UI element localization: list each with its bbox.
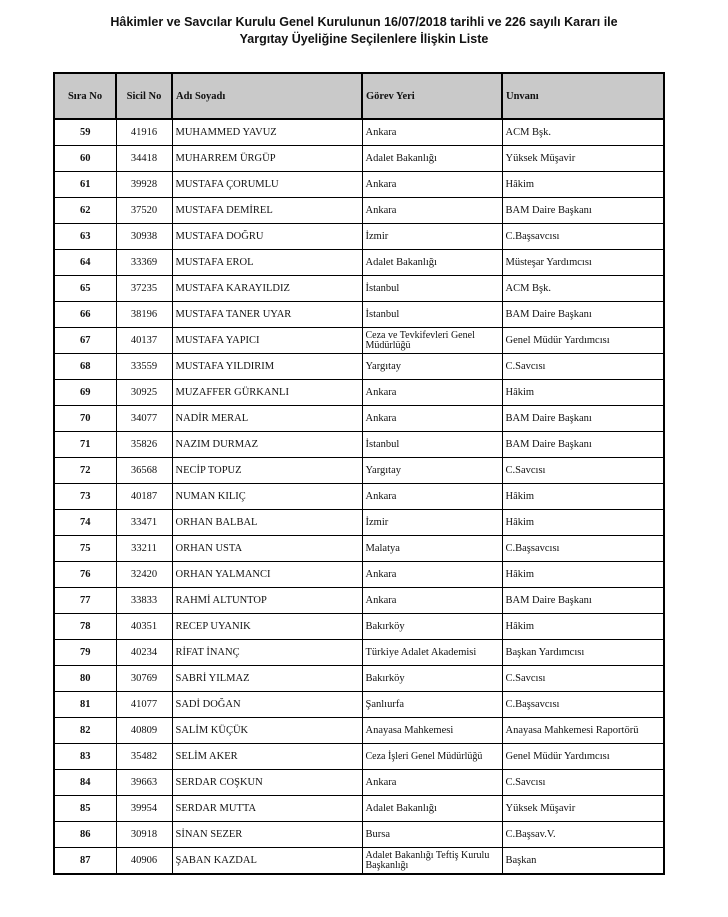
cell-adi-soyadi: NAZIM DURMAZ bbox=[172, 432, 362, 458]
cell-sira-no: 66 bbox=[54, 302, 116, 328]
table-row bbox=[54, 744, 664, 770]
cell-sira-no: 68 bbox=[54, 354, 116, 380]
table-row bbox=[54, 510, 664, 536]
cell-sira-no: 77 bbox=[54, 588, 116, 614]
cell-sicil-no: 39954 bbox=[116, 796, 172, 822]
cell-adi-soyadi: MUSTAFA ÇORUMLU bbox=[172, 172, 362, 198]
cell-gorev-yeri: Şanlıurfa bbox=[362, 692, 502, 718]
table-row bbox=[54, 822, 664, 848]
title-line-2: Yargıtay Üyeliğine Seçilenlere İlişkin Liste bbox=[239, 32, 489, 46]
cell-sicil-no: 30769 bbox=[116, 666, 172, 692]
cell-unvani: C.Savcısı bbox=[502, 354, 664, 380]
cell-gorev-yeri: İstanbul bbox=[362, 432, 502, 458]
cell-unvani: Yüksek Müşavir bbox=[502, 796, 664, 822]
cell-sira-no: 87 bbox=[54, 848, 116, 875]
cell-sira-no: 67 bbox=[54, 328, 116, 354]
cell-gorev-yeri: Ceza ve Tevkifevleri Genel Müdürlüğü bbox=[362, 328, 502, 354]
cell-unvani: Müsteşar Yardımcısı bbox=[502, 250, 664, 276]
cell-gorev-yeri: Türkiye Adalet Akademisi bbox=[362, 640, 502, 666]
cell-sira-no: 76 bbox=[54, 562, 116, 588]
cell-unvani: Hâkim bbox=[502, 562, 664, 588]
cell-sicil-no: 40351 bbox=[116, 614, 172, 640]
cell-sicil-no: 40137 bbox=[116, 328, 172, 354]
cell-gorev-yeri: Adalet Bakanlığı Teftiş Kurulu Başkanlığı bbox=[362, 848, 502, 875]
table-row bbox=[54, 458, 664, 484]
cell-sicil-no: 33211 bbox=[116, 536, 172, 562]
cell-adi-soyadi: MUSTAFA YAPICI bbox=[172, 328, 362, 354]
cell-gorev-yeri: Adalet Bakanlığı bbox=[362, 796, 502, 822]
cell-gorev-yeri: Ankara bbox=[362, 588, 502, 614]
cell-gorev-yeri: İstanbul bbox=[362, 276, 502, 302]
cell-sira-no: 72 bbox=[54, 458, 116, 484]
table-row bbox=[54, 328, 664, 354]
cell-sicil-no: 40187 bbox=[116, 484, 172, 510]
table-row bbox=[54, 250, 664, 276]
cell-sira-no: 78 bbox=[54, 614, 116, 640]
table-row bbox=[54, 354, 664, 380]
cell-sicil-no: 30918 bbox=[116, 822, 172, 848]
cell-adi-soyadi: RİFAT İNANÇ bbox=[172, 640, 362, 666]
cell-sira-no: 84 bbox=[54, 770, 116, 796]
cell-unvani: Hâkim bbox=[502, 172, 664, 198]
cell-sira-no: 71 bbox=[54, 432, 116, 458]
cell-unvani: Hâkim bbox=[502, 614, 664, 640]
cell-adi-soyadi: MUHAMMED YAVUZ bbox=[172, 119, 362, 146]
cell-sicil-no: 37235 bbox=[116, 276, 172, 302]
cell-sicil-no: 35482 bbox=[116, 744, 172, 770]
table-row bbox=[54, 718, 664, 744]
cell-adi-soyadi: MUSTAFA KARAYILDIZ bbox=[172, 276, 362, 302]
cell-gorev-yeri: Bakırköy bbox=[362, 666, 502, 692]
cell-gorev-yeri: Ankara bbox=[362, 198, 502, 224]
cell-sira-no: 59 bbox=[54, 119, 116, 146]
cell-sira-no: 82 bbox=[54, 718, 116, 744]
cell-sira-no: 81 bbox=[54, 692, 116, 718]
table-row bbox=[54, 796, 664, 822]
header-adi-soyadi: Adı Soyadı bbox=[172, 73, 362, 119]
table-row bbox=[54, 484, 664, 510]
cell-unvani: Genel Müdür Yardımcısı bbox=[502, 328, 664, 354]
cell-gorev-yeri: Ankara bbox=[362, 406, 502, 432]
table-row bbox=[54, 302, 664, 328]
cell-gorev-yeri: Yargıtay bbox=[362, 354, 502, 380]
cell-gorev-yeri: Ankara bbox=[362, 380, 502, 406]
cell-adi-soyadi: SERDAR COŞKUN bbox=[172, 770, 362, 796]
cell-gorev-yeri: İstanbul bbox=[362, 302, 502, 328]
cell-sicil-no: 41077 bbox=[116, 692, 172, 718]
cell-gorev-yeri: Ankara bbox=[362, 770, 502, 796]
cell-adi-soyadi: ORHAN BALBAL bbox=[172, 510, 362, 536]
header-sira-no: Sıra No bbox=[54, 73, 116, 119]
cell-sicil-no: 32420 bbox=[116, 562, 172, 588]
cell-sicil-no: 39663 bbox=[116, 770, 172, 796]
cell-unvani: C.Savcısı bbox=[502, 666, 664, 692]
cell-sicil-no: 36568 bbox=[116, 458, 172, 484]
cell-adi-soyadi: RAHMİ ALTUNTOP bbox=[172, 588, 362, 614]
cell-adi-soyadi: ORHAN YALMANCI bbox=[172, 562, 362, 588]
table-body bbox=[54, 119, 664, 874]
table-row bbox=[54, 588, 664, 614]
cell-unvani: Başkan bbox=[502, 848, 664, 875]
cell-adi-soyadi: SADİ DOĞAN bbox=[172, 692, 362, 718]
cell-sicil-no: 33559 bbox=[116, 354, 172, 380]
cell-adi-soyadi: RECEP UYANIK bbox=[172, 614, 362, 640]
cell-gorev-yeri: Ankara bbox=[362, 172, 502, 198]
cell-gorev-yeri: Ankara bbox=[362, 484, 502, 510]
cell-sicil-no: 40809 bbox=[116, 718, 172, 744]
cell-unvani: Hâkim bbox=[502, 484, 664, 510]
table-row bbox=[54, 770, 664, 796]
cell-adi-soyadi: SELİM AKER bbox=[172, 744, 362, 770]
cell-unvani: BAM Daire Başkanı bbox=[502, 432, 664, 458]
cell-sira-no: 64 bbox=[54, 250, 116, 276]
table-row bbox=[54, 224, 664, 250]
title-line-1: Hâkimler ve Savcılar Kurulu Genel Kurulunun 16/07/2018 tarihli ve 226 sayılı Kararı ile bbox=[110, 15, 618, 29]
cell-unvani: Başkan Yardımcısı bbox=[502, 640, 664, 666]
cell-unvani: C.Savcısı bbox=[502, 770, 664, 796]
cell-adi-soyadi: NUMAN KILIÇ bbox=[172, 484, 362, 510]
cell-sicil-no: 34077 bbox=[116, 406, 172, 432]
cell-gorev-yeri: Bakırköy bbox=[362, 614, 502, 640]
table-row bbox=[54, 172, 664, 198]
cell-sira-no: 60 bbox=[54, 146, 116, 172]
cell-adi-soyadi: MUZAFFER GÜRKANLI bbox=[172, 380, 362, 406]
cell-adi-soyadi: MUSTAFA YILDIRIM bbox=[172, 354, 362, 380]
cell-unvani: Anayasa Mahkemesi Raportörü bbox=[502, 718, 664, 744]
cell-sicil-no: 41916 bbox=[116, 119, 172, 146]
cell-unvani: C.Başsav.V. bbox=[502, 822, 664, 848]
cell-gorev-yeri: İzmir bbox=[362, 224, 502, 250]
cell-sira-no: 74 bbox=[54, 510, 116, 536]
cell-unvani: C.Başsavcısı bbox=[502, 224, 664, 250]
document-title bbox=[0, 14, 728, 48]
table-row bbox=[54, 198, 664, 224]
cell-sicil-no: 40906 bbox=[116, 848, 172, 875]
header-unvani: Unvanı bbox=[502, 73, 664, 119]
cell-unvani: BAM Daire Başkanı bbox=[502, 198, 664, 224]
cell-sira-no: 61 bbox=[54, 172, 116, 198]
cell-gorev-yeri: Bursa bbox=[362, 822, 502, 848]
cell-adi-soyadi: SABRİ YILMAZ bbox=[172, 666, 362, 692]
cell-unvani: Yüksek Müşavir bbox=[502, 146, 664, 172]
cell-unvani: Genel Müdür Yardımcısı bbox=[502, 744, 664, 770]
cell-unvani: C.Başsavcısı bbox=[502, 536, 664, 562]
cell-adi-soyadi: MUHARREM ÜRGÜP bbox=[172, 146, 362, 172]
table-row bbox=[54, 380, 664, 406]
cell-unvani: Hâkim bbox=[502, 510, 664, 536]
cell-sira-no: 63 bbox=[54, 224, 116, 250]
cell-sira-no: 80 bbox=[54, 666, 116, 692]
cell-gorev-yeri: Anayasa Mahkemesi bbox=[362, 718, 502, 744]
cell-sira-no: 62 bbox=[54, 198, 116, 224]
cell-sicil-no: 33369 bbox=[116, 250, 172, 276]
cell-adi-soyadi: NECİP TOPUZ bbox=[172, 458, 362, 484]
table-row bbox=[54, 406, 664, 432]
cell-gorev-yeri: Malatya bbox=[362, 536, 502, 562]
cell-sira-no: 73 bbox=[54, 484, 116, 510]
cell-adi-soyadi: MUSTAFA DOĞRU bbox=[172, 224, 362, 250]
cell-unvani: C.Başsavcısı bbox=[502, 692, 664, 718]
cell-sicil-no: 37520 bbox=[116, 198, 172, 224]
cell-adi-soyadi: SİNAN SEZER bbox=[172, 822, 362, 848]
cell-gorev-yeri: Yargıtay bbox=[362, 458, 502, 484]
table-row bbox=[54, 614, 664, 640]
cell-adi-soyadi: SALİM KÜÇÜK bbox=[172, 718, 362, 744]
cell-sira-no: 79 bbox=[54, 640, 116, 666]
selection-list-table bbox=[53, 72, 665, 875]
cell-gorev-yeri: Adalet Bakanlığı bbox=[362, 250, 502, 276]
table-row bbox=[54, 640, 664, 666]
cell-sira-no: 86 bbox=[54, 822, 116, 848]
table-row bbox=[54, 536, 664, 562]
table-row bbox=[54, 119, 664, 146]
cell-sicil-no: 38196 bbox=[116, 302, 172, 328]
table-row bbox=[54, 562, 664, 588]
cell-sira-no: 75 bbox=[54, 536, 116, 562]
cell-sira-no: 69 bbox=[54, 380, 116, 406]
cell-adi-soyadi: SERDAR MUTTA bbox=[172, 796, 362, 822]
cell-gorev-yeri: Ankara bbox=[362, 119, 502, 146]
header-sicil-no: Sicil No bbox=[116, 73, 172, 119]
cell-unvani: ACM Bşk. bbox=[502, 119, 664, 146]
cell-unvani: BAM Daire Başkanı bbox=[502, 588, 664, 614]
cell-sicil-no: 35826 bbox=[116, 432, 172, 458]
cell-adi-soyadi: ORHAN USTA bbox=[172, 536, 362, 562]
cell-unvani: BAM Daire Başkanı bbox=[502, 406, 664, 432]
cell-sicil-no: 34418 bbox=[116, 146, 172, 172]
cell-adi-soyadi: MUSTAFA EROL bbox=[172, 250, 362, 276]
cell-adi-soyadi: ŞABAN KAZDAL bbox=[172, 848, 362, 875]
table-row bbox=[54, 666, 664, 692]
table-row bbox=[54, 432, 664, 458]
table-row bbox=[54, 276, 664, 302]
table-row bbox=[54, 692, 664, 718]
table-row bbox=[54, 146, 664, 172]
cell-gorev-yeri: Ankara bbox=[362, 562, 502, 588]
cell-unvani: BAM Daire Başkanı bbox=[502, 302, 664, 328]
cell-unvani: Hâkim bbox=[502, 380, 664, 406]
cell-sicil-no: 33833 bbox=[116, 588, 172, 614]
cell-sira-no: 83 bbox=[54, 744, 116, 770]
cell-adi-soyadi: MUSTAFA TANER UYAR bbox=[172, 302, 362, 328]
table-header-row bbox=[54, 73, 664, 119]
cell-sicil-no: 30938 bbox=[116, 224, 172, 250]
cell-gorev-yeri: Adalet Bakanlığı bbox=[362, 146, 502, 172]
cell-sira-no: 70 bbox=[54, 406, 116, 432]
cell-unvani: ACM Bşk. bbox=[502, 276, 664, 302]
cell-gorev-yeri: İzmir bbox=[362, 510, 502, 536]
header-gorev-yeri: Görev Yeri bbox=[362, 73, 502, 119]
cell-unvani: C.Savcısı bbox=[502, 458, 664, 484]
cell-adi-soyadi: NADİR MERAL bbox=[172, 406, 362, 432]
cell-gorev-yeri: Ceza İşleri Genel Müdürlüğü bbox=[362, 744, 502, 770]
cell-adi-soyadi: MUSTAFA DEMİREL bbox=[172, 198, 362, 224]
cell-sicil-no: 40234 bbox=[116, 640, 172, 666]
cell-sicil-no: 30925 bbox=[116, 380, 172, 406]
cell-sira-no: 85 bbox=[54, 796, 116, 822]
cell-sira-no: 65 bbox=[54, 276, 116, 302]
cell-sicil-no: 39928 bbox=[116, 172, 172, 198]
cell-sicil-no: 33471 bbox=[116, 510, 172, 536]
table-row bbox=[54, 848, 664, 875]
